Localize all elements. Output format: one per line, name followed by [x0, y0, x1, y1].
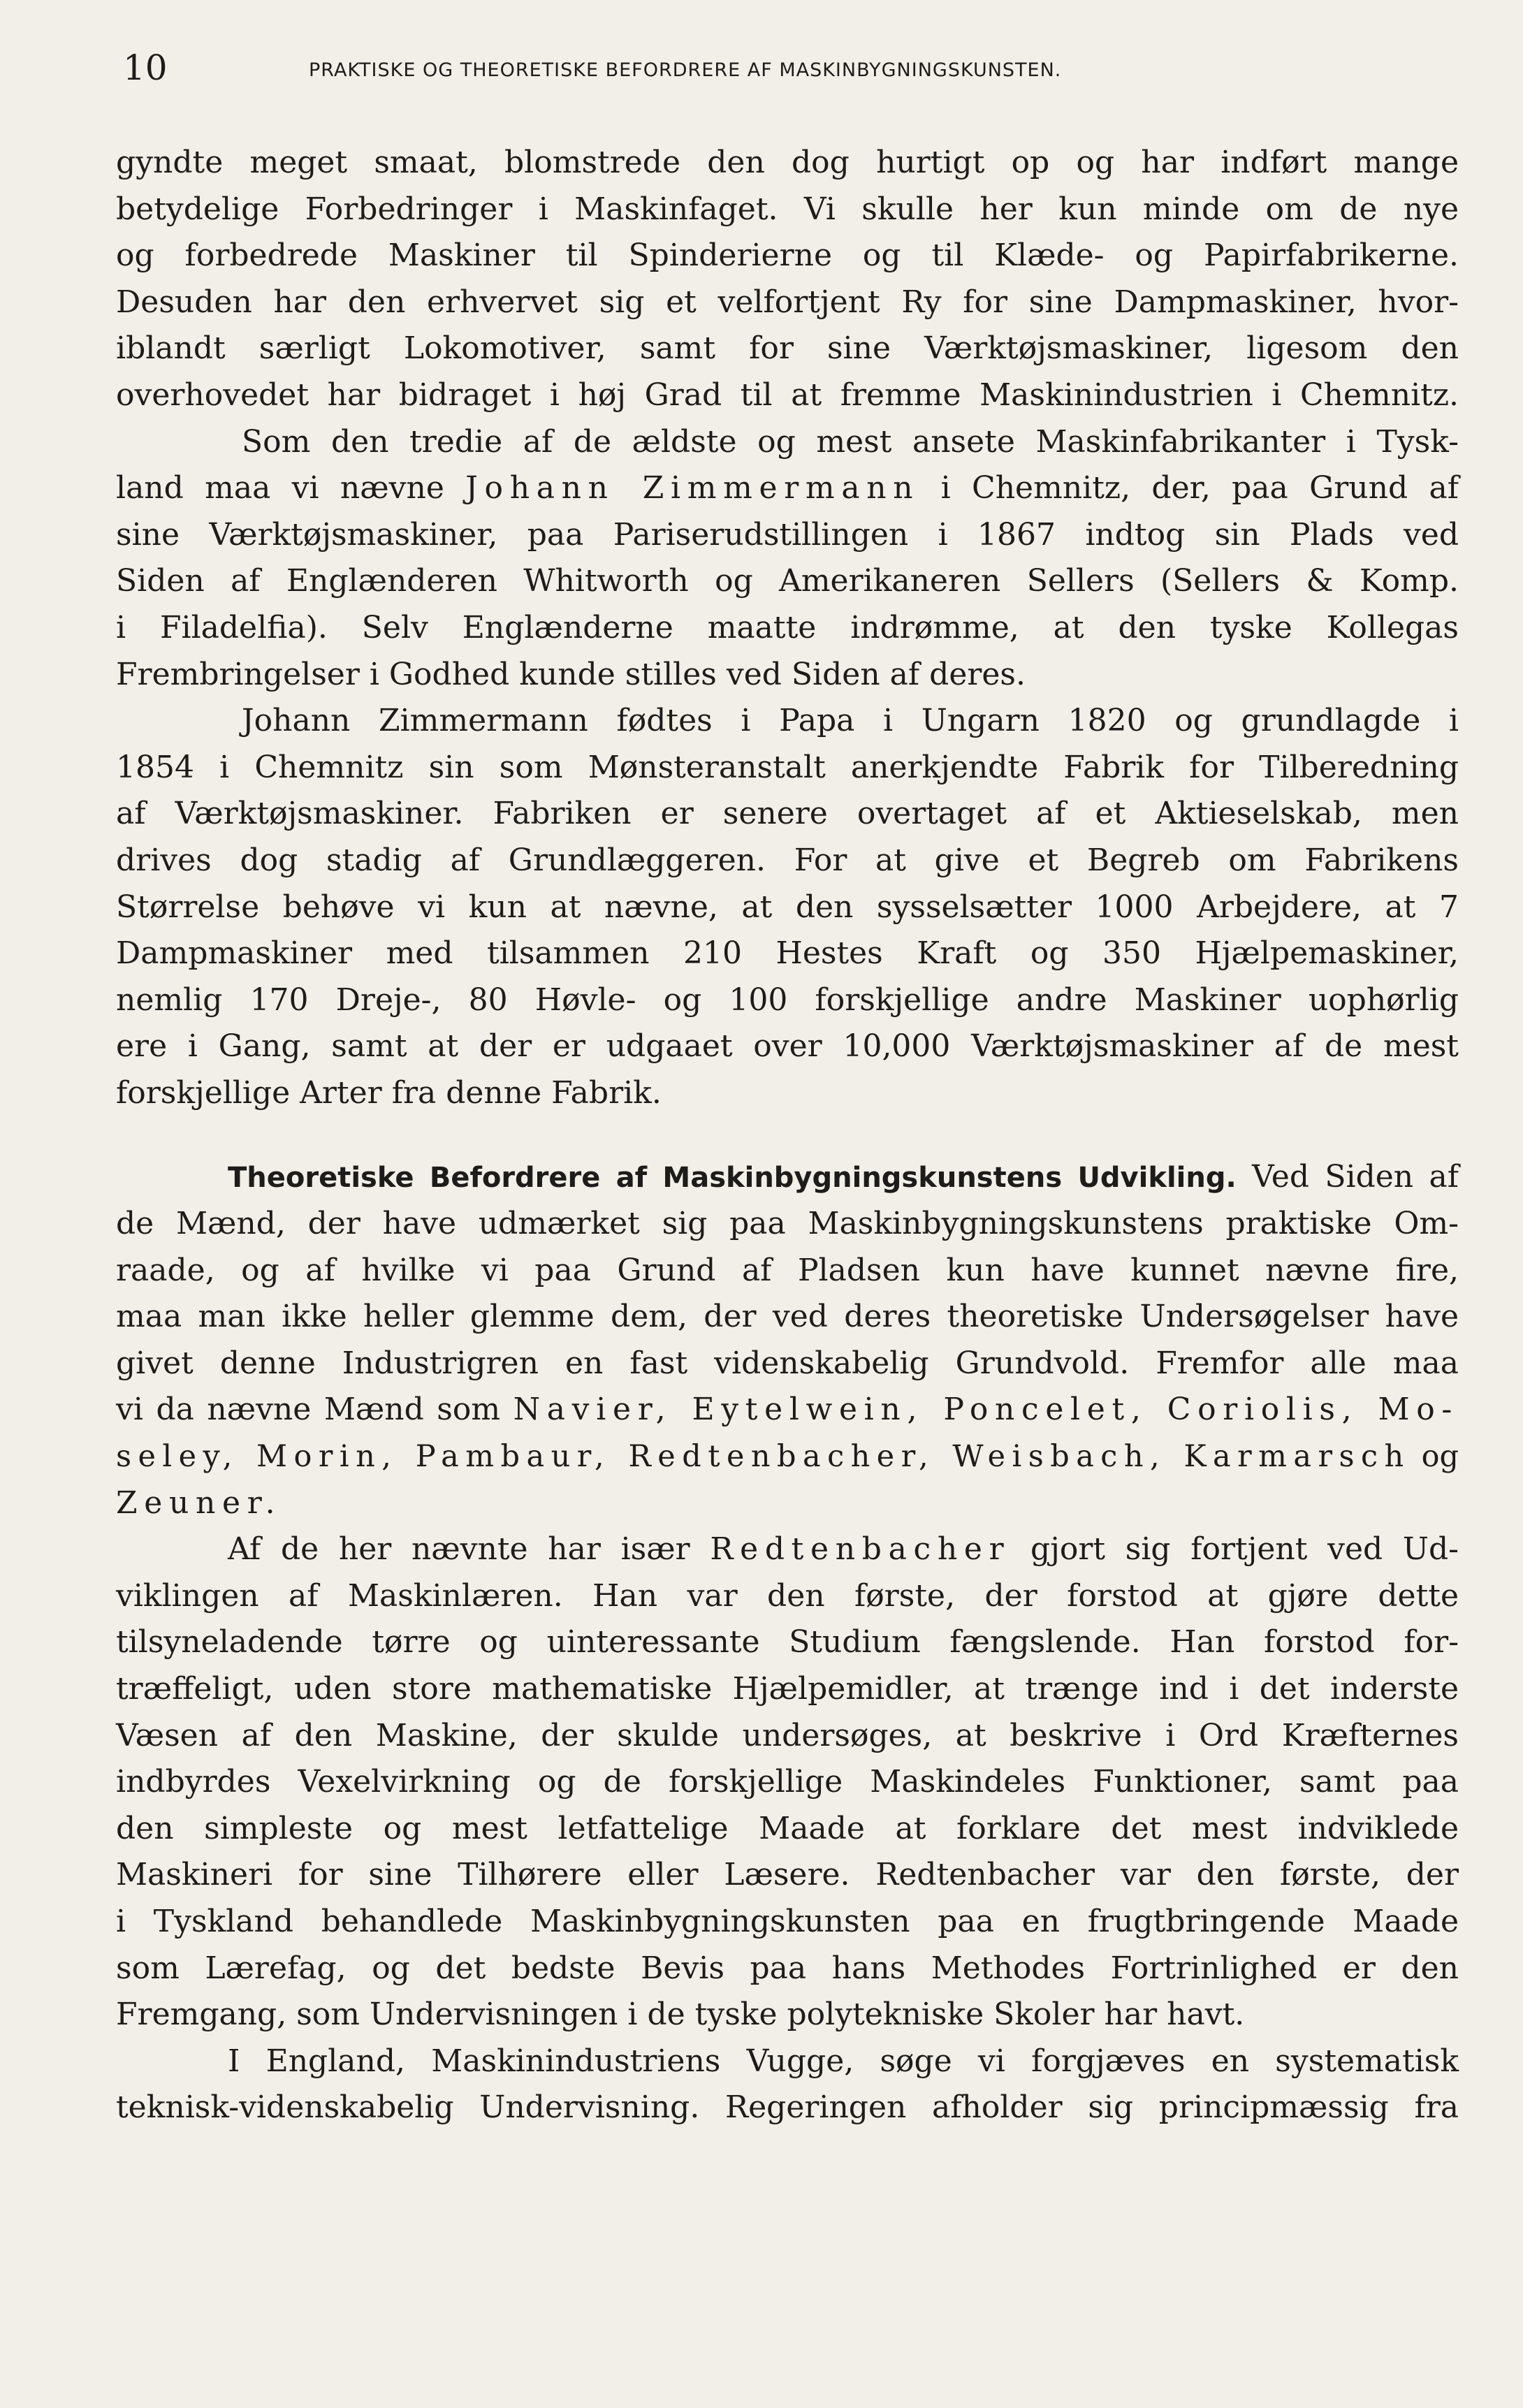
person-name: Johann Zimmermann	[465, 470, 920, 506]
text-line	[116, 1433, 1459, 1480]
person-names: seley, Morin, Pambaur, Redtenbacher, Weisbach, Karmarsch	[116, 1439, 1411, 1475]
person-names: Navier, Eytelwein, Poncelet, Coriolis, Mo-	[513, 1392, 1459, 1428]
text-line: overhovedet har bidraget i høj Grad til at fremme Maskinindustrien i Chemnitz.	[116, 377, 1459, 413]
text-line: ere i Gang, samt at der er udgaaet over 10,000 Værktøjsmaskiner af de mest	[116, 1028, 1459, 1065]
text-segment: gjort sig fortjent ved Ud-	[1030, 1531, 1459, 1568]
text-line: viklingen af Maskinlæren. Han var den første, der forstod at gjøre dette	[116, 1577, 1459, 1614]
text-line: forskjellige Arter fra denne Fabrik.	[116, 1074, 662, 1111]
text-line: Dampmaskiner med tilsammen 210 Hestes Kraft og 350 Hjælpemaskiner,	[116, 935, 1459, 972]
page-number: 10	[123, 48, 168, 88]
text-segment: land maa vi nævne	[116, 470, 444, 506]
text-line: sine Værktøjsmaskiner, paa Pariserudstillingen i 1867 indtog sin Plads ved	[116, 516, 1459, 553]
text-line	[116, 1480, 1459, 1527]
text-line: de Mænd, der have udmærket sig paa Maskinbygningskunstens praktiske Om-	[116, 1206, 1459, 1242]
text-line	[116, 1387, 1459, 1433]
text-line: Maskineri for sine Tilhørere eller Læsere. Redtenbacher var den første, der	[116, 1857, 1459, 1893]
text-line: maa man ikke heller glemme dem, der ved deres theoretiske Undersøgelser have	[116, 1299, 1459, 1335]
text-line: tilsyneladende tørre og uinteressante Studium fængslende. Han forstod for-	[116, 1624, 1459, 1661]
text-line: Siden af Englænderen Whitworth og Amerikaneren Sellers (Sellers & Komp.	[116, 563, 1459, 599]
text-line: og forbedrede Maskiner til Spinderierne og til Klæde- og Papirfabrikerne.	[116, 238, 1459, 274]
running-title: PRAKTISKE OG THEORETISKE BEFORDRERE AF MASKINBYGNINGSKUNSTEN.	[309, 59, 1062, 81]
text-line: i Filadelfia). Selv Englænderne maatte indrømme, at den tyske Kollegas	[116, 609, 1459, 645]
text-line: Som den tredie af de ældste og mest ansete Maskinfabrikanter i Tysk-	[242, 423, 1459, 460]
text-line: træffeligt, uden store mathematiske Hjælpemidler, at trænge ind i det inderste	[116, 1671, 1459, 1707]
text-line: nemlig 170 Dreje-, 80 Høvle- og 100 forskjellige andre Maskiner uophørlig	[116, 982, 1459, 1018]
text-line: som Lærefag, og det bedste Bevis paa hans Methodes Fortrinlighed er den	[116, 1950, 1459, 1986]
person-name: Redtenbacher	[710, 1531, 1011, 1568]
text-line: Fremgang, som Undervisningen i de tyske polytekniske Skoler har havt.	[116, 1997, 1245, 2033]
text-line	[116, 1526, 1459, 1573]
text-line: teknisk-videnskabelig Undervisning. Regeringen afholder sig principmæssig fra	[116, 2089, 1459, 2126]
text-line: raade, og af hvilke vi paa Grund af Pladsen kun have kunnet nævne fire,	[116, 1252, 1459, 1288]
text-line: i Tyskland behandlede Maskinbygningskunsten paa en frugtbringende Maade	[116, 1903, 1459, 1939]
text-line: af Værktøjsmaskiner. Fabriken er senere overtaget af et Aktieselskab, men	[116, 796, 1459, 832]
text-line: Væsen af den Maskine, der skulde undersøges, at beskrive i Ord Kræfternes	[116, 1717, 1459, 1753]
text-segment: Ved Siden af	[1252, 1159, 1459, 1195]
text-line: indbyrdes Vexelvirkning og de forskjellige Maskindeles Funktioner, samt paa	[116, 1764, 1459, 1800]
person-name: Zeuner.	[116, 1484, 282, 1521]
text-line: betydelige Forbedringer i Maskinfaget. Vi skulle her kun minde om de nye	[116, 191, 1459, 227]
text-line: 1854 i Chemnitz sin som Mønsteranstalt anerkjendte Fabrik for Tilberedning	[116, 749, 1459, 785]
text-line: I England, Maskinindustriens Vugge, søge vi forgjæves en systematisk	[228, 2043, 1459, 2079]
text-body	[116, 140, 1459, 2131]
text-segment: i Chemnitz, der, paa Grund af	[940, 470, 1459, 506]
page-header	[120, 43, 1462, 99]
text-line: Frembringelser i Godhed kunde stilles ved Siden af deres.	[116, 656, 1026, 692]
section-gap	[116, 1116, 1459, 1154]
text-line: gyndte meget smaat, blomstrede den dog hurtigt op og har indført mange	[116, 145, 1459, 180]
text-segment: Af de her nævnte har især	[228, 1531, 690, 1568]
text-segment: vi da nævne Mænd som	[116, 1392, 501, 1428]
text-line: Johann Zimmermann fødtes i Papa i Ungarn 1820 og grundlagde i	[242, 703, 1459, 739]
text-line	[116, 1154, 1459, 1201]
text-line	[116, 465, 1459, 512]
text-line: Desuden har den erhvervet sig et velfortjent Ry for sine Dampmaskiner, hvor-	[116, 284, 1459, 320]
text-line: iblandt særligt Lokomotiver, samt for sine Værktøjsmaskiner, ligesom den	[116, 330, 1459, 367]
text-line: drives dog stadig af Grundlæggeren. For at give et Begreb om Fabrikens	[116, 842, 1459, 878]
section-heading: Theoretiske Befordrere af Maskinbygningskunstens Udvikling.	[228, 1162, 1237, 1195]
text-line: den simpleste og mest letfattelige Maade at forklare det mest indviklede	[116, 1810, 1459, 1846]
text-line: givet denne Industrigren en fast videnskabelig Grundvold. Fremfor alle maa	[116, 1345, 1459, 1381]
text-line: Størrelse behøve vi kun at nævne, at den sysselsætter 1000 Arbejdere, at 7	[116, 889, 1459, 925]
text-segment: og	[1421, 1439, 1459, 1475]
